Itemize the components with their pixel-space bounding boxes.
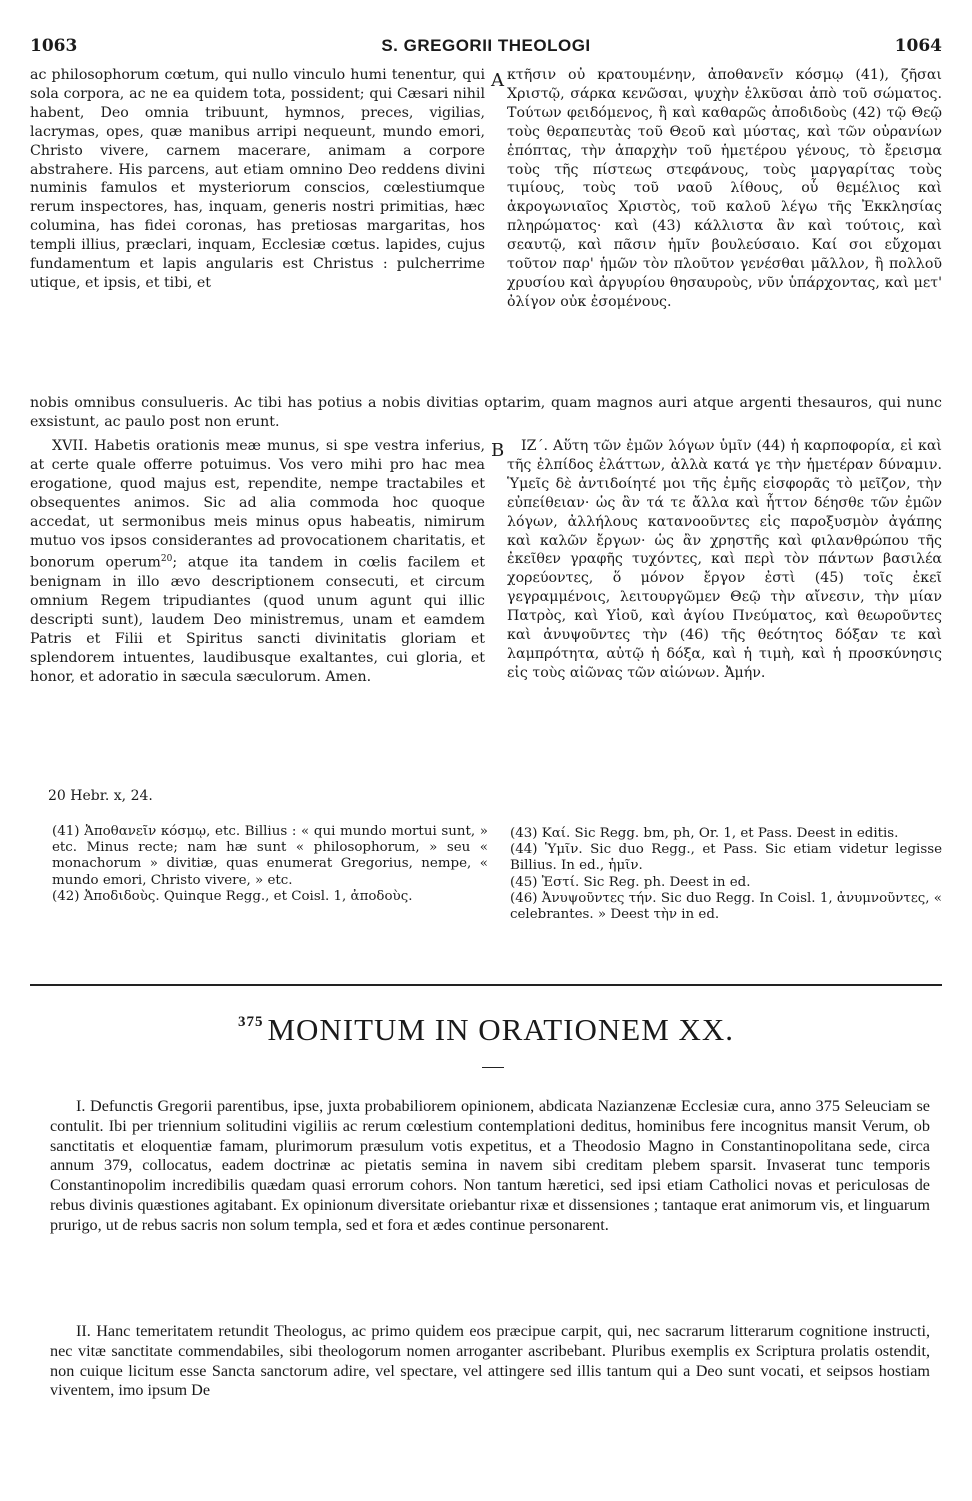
notes-right xyxy=(510,826,942,923)
notes-left xyxy=(52,824,488,905)
note-45: (45) Ἐστί. Sic Reg. ph. Deest in ed. xyxy=(510,874,751,890)
column-marker-a: A xyxy=(491,70,504,91)
monitum-paragraph-2: II. Hanc temeritatem retundit Theologus, ac primo quidem eos præcipue carpit, qui, nec sacrarum litterarum cognitione instructi, nec vitæ sanctitate commendabiles, sibi theologorum nomen arroganter ascribebant. Pluribus exemplis ex Scriptura prolatis ostendit, non cuique licitum esse Sancta sanctorum adire, vel spectare, vel attingere sed illis tantum qui a Deo sunt vocati, et seipsos hostiam viventem, imo ipsum De xyxy=(50,1322,930,1400)
footnote-reference: 20 Hebr. x, 24. xyxy=(48,788,153,804)
greek-column-upper xyxy=(507,66,942,312)
section-number: 375 xyxy=(237,1014,264,1030)
greek-text-lower: ΙΖ΄. Αὕτη τῶν ἐμῶν λόγων ὑμῖν (44) ἡ καρποφορία, εἰ καὶ τῆς ἐλπίδος ἐλάττων, ἀλλὰ κατά γε τὴν ἡμετέραν δύναμιν. Ὑμεῖς δὲ ἀντιδοίητέ μοι τῆς ἐμῆς εἰσφορᾶς τὸ μεῖζον, τὴν εὐπείθειαν· ὡς ἂν τά τε ἄλλα καὶ ἧττον δέησθε τῶν ἐμῶν λόγων, ἀλλήλους κατανοοῦντες εἰς παροξυσμὸν ἀγάπης καὶ καλῶν ἔργων· ὡς ἂν χρηστῆς καὶ φιλανθρώπου τῆς ἐκεῖθεν γραφῆς τυχόντες, καὶ περὶ τὸν πάντων βασιλέα χορεύοντες, ὅ μόνον ἔργον ἐστὶ (45) τοῖς ἐκεῖ γεγραμμένοις, λειτουργῶμεν Θεῷ τὴν αἴνεσιν, τὴν μίαν Πατρὸς, καὶ Υἱοῦ, καὶ ἁγίου Πνεύματος, καὶ θεωροῦντες καὶ ἀνυψοῦντες τὴν (46) τῆς θεότητος δόξαν τε καὶ λαμπρότητα, αὐτῷ ἡ δόξα, καὶ ἡ τιμὴ, καὶ ἡ προσκύνησις εἰς τοὺς αἰῶνας τῶν αἰώνων. Ἀμήν. xyxy=(507,438,942,681)
greek-text-upper: κτῆσιν οὐ κρατουμένην, ἀποθανεῖν κόσμῳ (41), ζῆσαι Χριστῷ, σάρκα κενῶσαι, ψυχὴν ἑλκῦσαι ἀπὸ τοῦ σώματος. Τούτων φειδόμενος, ἢ καὶ καθαρῶς ἀποδιδοὺς (42) τῷ Θεῷ τοὺς θεραπευτὰς τοῦ Θεοῦ καὶ μύστας, καὶ τῶν οὐρανίων ἐπόπτας, τὴν ἀπαρχὴν τοῦ ἡμετέρου γένους, τὸ ἔρεισμα τοὺς τῆς πίστεως στεφάνους, τοὺς μαργαρίτας τοὺς τιμίους, τοὺς τοῦ ναοῦ λίθους, οὗ θεμέλιος καὶ ἀκρογωνιαῖος Χριστὸς, τοῦ καλοῦ λέγω τῆς Ἐκκλησίας πληρώματος· καὶ (43) κάλλιστα ἂν καὶ τούτοις, καὶ σεαυτῷ, καὶ πᾶσιν ἡμῖν βουλεύσαιο. Καί σοι εὔχομαι τοῦτον παρ' ἡμῶν τὸν πλοῦτον γενέσθαι μᾶλλον, ἢ πολλοῦ χρυσίου καὶ ἀργυρίου θησαυροὺς, νῦν ὑπάρχοντας, καὶ μετ' ὀλίγον οὐκ ἐσομένους. xyxy=(507,67,942,310)
latin-text-upper: ac philosophorum cœtum, qui nullo vinculo humi tenentur, qui sola corpora, ac ne ea quidem tota, possident; qui Cæsari nihil habent, Deo omnia tribuunt, hymnos, preces, vigilias, lacrymas, opes, quæ manibus arripi nequeunt, mundo emori, Christo vivere, carnem macerare, animam a corpore abstrahere. His parcens, aut etiam omnino Deo reddens divini numinis famulos et mysteriorum conscios, cœlestiumque rerum inspectores, has, inquam, generis nostri primitias, hæc columina, has fidei coronas, has pretiosas margaritas, hos templi illius, præclari, inquam, Ecclesiæ cœtus. lapides, cujus fundamentum et lapis angularis est Christus : pulcherrime utique, et ipsis, et tibi, et xyxy=(30,67,485,291)
latin-bridge: nobis omnibus consulueris. Ac tibi has potius a nobis divitias optarim, quam magnos auri atque argenti thesauros, qui nunc exsistunt, ac paulo post non erunt. xyxy=(30,395,942,430)
note-42: (42) Ἀποδιδοὺς. Quinque Regg., et Coisl. 1, ἀποδοὺς. xyxy=(52,888,413,904)
title-dash xyxy=(482,1067,504,1068)
section-divider xyxy=(30,984,942,986)
left-page-number: 1063 xyxy=(30,36,78,56)
column-marker-b: B xyxy=(491,440,505,461)
latin-column-lower xyxy=(30,437,485,687)
section-title-text: MONITUM IN ORATIONEM XX. xyxy=(267,1012,735,1047)
latin-column-upper xyxy=(30,66,485,293)
note-41: (41) Ἀποθανεῖν κόσμῳ, etc. Billius : « qui mundo mortui sunt, » etc. Minus recte; nam hæ sunt « philosophorum, » seu « monachorum » divitiæ, quas enumerat Gregorius, nempe, « mundo emori, Christo vivere, » etc. xyxy=(52,824,488,888)
running-title: S. GREGORII THEOLOGI xyxy=(381,36,591,55)
note-44: (44) Ὑμῖν. Sic duo Regg., et Pass. Sic etiam videtur legisse Billius. In ed., ἡμῖν. xyxy=(510,842,942,874)
section-title xyxy=(0,1012,972,1048)
monitum-paragraph-1: I. Defunctis Gregorii parentibus, ipse, juxta probabiliorem opinionem, abdicata Nazianzenæ Ecclesiæ cura, anno 375 Seleuciam se contulit. Ibi per triennium solitudini vigiliis ac rerum cœlestium contemplationi deditus, hominibus fere incognitus mansit Verum, ob sanctitatis et eloquentiæ famam, plurimorum præsulum votis expetitus, et a Theodosio Magno in Constantinopolitana sede, circa annum 379, collocatus, eadem doctrinæ ac pietatis semina in navem sibi creditam plebem sparsit. Invaserat tunc temporis Constantinopolim incredibilis quædam quasi errorum cohors. Non tantum hæretici, sed ipsi etiam Catholici novas et periculosas de rebus divinis quæstiones agitabant. Ex opinionum diversitate oriebantur rixæ et dissensiones ; tantaque erat animorum vis, et linguarum prurigo, ut de rebus sacris non solum templa, sed et fora et ædes continue personarent. xyxy=(50,1097,930,1234)
note-46: (46) Ἀνυψοῦντες τήν. Sic duo Regg. In Coisl. 1, ἀνυμνοῦντες, « celebrantes. » Deest τὴν in ed. xyxy=(510,890,942,923)
note-43: (43) Καί. Sic Regg. bm, ph, Or. 1, et Pass. Deest in editis. xyxy=(510,826,899,841)
footnote-marker-20: 20 xyxy=(160,554,173,565)
greek-column-lower xyxy=(507,437,942,683)
latin-bridge-text xyxy=(30,394,942,432)
right-page-number: 1064 xyxy=(894,36,942,56)
latin-text-lower: XVII. Habetis orationis meæ munus, si spe vestra inferius, at certe quale offerre potuimus. Vos vero mihi pro hac mea erogatione, quod majus est, rependite, nempe tractabiles et obsequentes animos. Sic ad alia commoda hoc quoque accedat, ut sermonibus meis minus opus habeatis, nimirum mutuo vos ipsos considerantes ad provocationem charitatis, et bonorum operum$^{20}$; atque ita tandem in cœlis facilem et benignam in illo ævo descriptionem consecuti, et circum omnium Regem tripudiantes (quod unum agunt qui illic descripti sunt), laudem Deo ministremus, unam et eamdem Patris et Filii et Spiritus sancti divinitatis gloriam et splendorem intuentes, laudibusque exaltantes, cui gloria, et honor, et adoratio in sæcula sæculorum. Amen. xyxy=(30,438,485,685)
page-header xyxy=(30,36,942,58)
